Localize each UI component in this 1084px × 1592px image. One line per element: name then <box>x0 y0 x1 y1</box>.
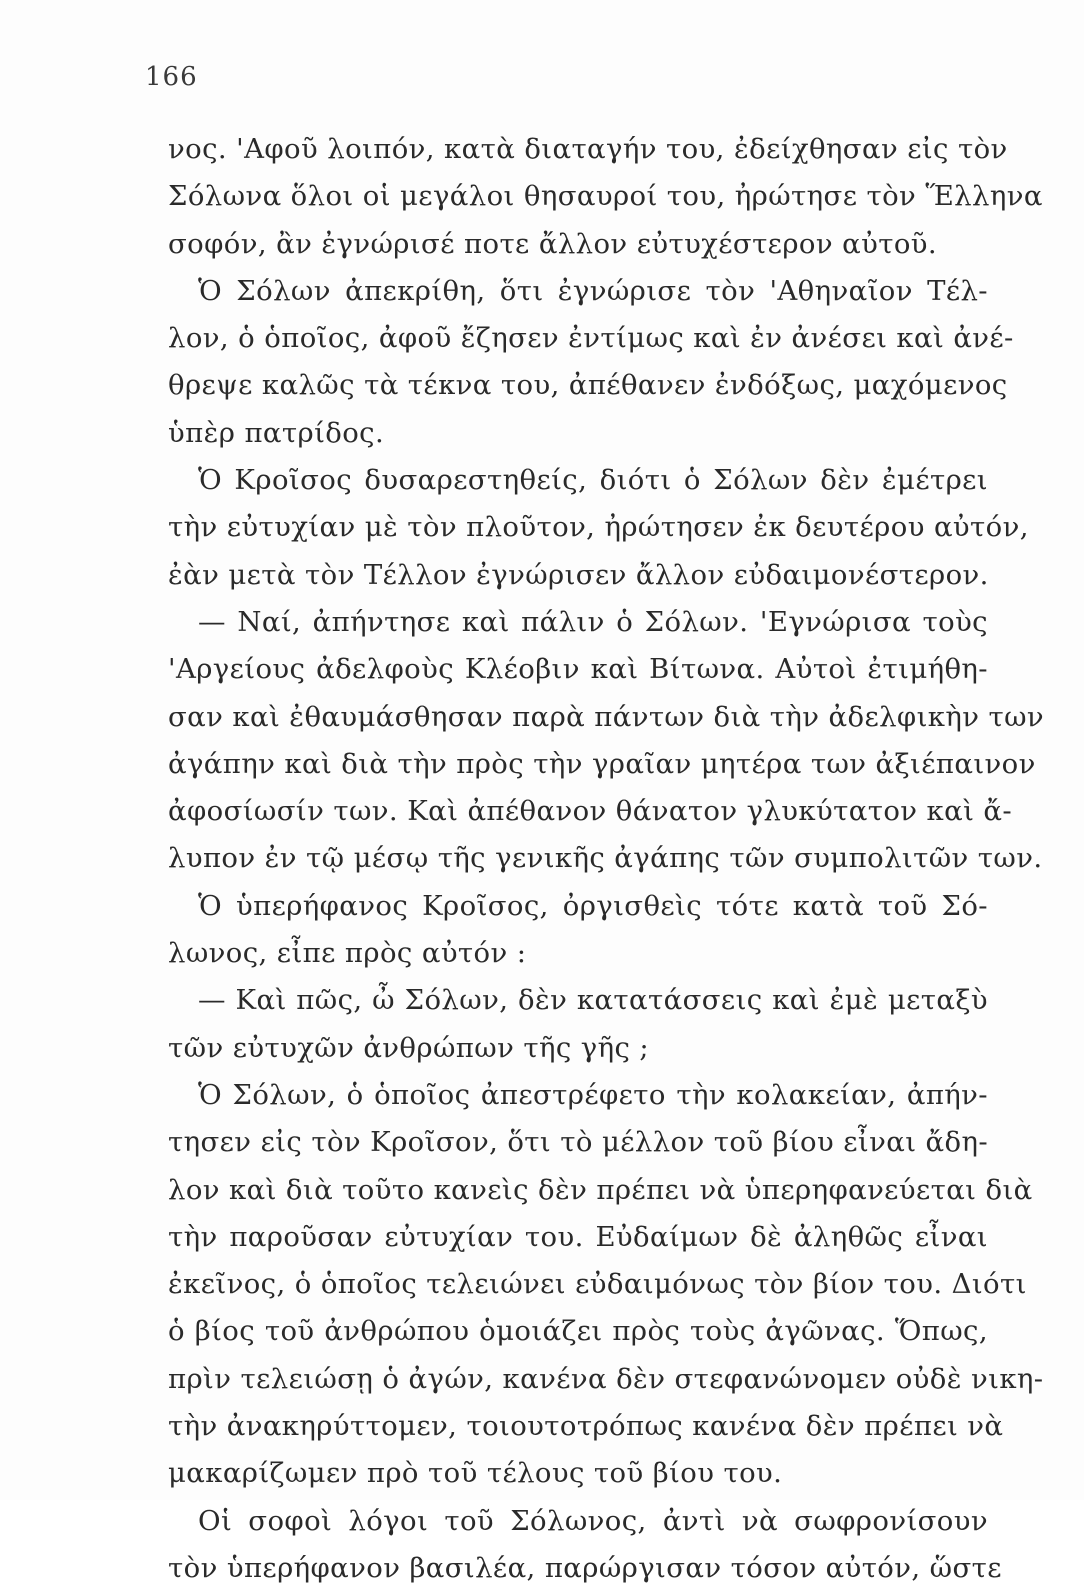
text-line: Ὁ Σόλων ἀπεκρίθη, ὅτι ἐγνώρισε τὸν 'Αθηναῖον Τέλ- <box>198 274 988 307</box>
text-line: — Καὶ πῶς, ὦ Σόλων, δὲν κατατάσσεις καὶ ἐμὲ μεταξὺ <box>198 984 988 1017</box>
text-line: πρὶν τελειώσῃ ὁ ἀγών, κανένα δὲν στεφανώνομεν οὐδὲ νικη- <box>168 1362 1044 1395</box>
text-line: ὁ βίος τοῦ ἀνθρώπου ὁμοιάζει πρὸς τοὺς ἀγῶνας. Ὅπως, <box>168 1315 988 1348</box>
page-number: 166 <box>145 62 198 92</box>
text-line: τὸν ὑπερήφανον βασιλέα, παρώργισαν τόσον αὐτόν, ὥστε <box>168 1551 1002 1584</box>
text-line: — Ναί, ἀπήντησε καὶ πάλιν ὁ Σόλων. 'Εγνώρισα τοὺς <box>198 605 988 638</box>
text-line: τὴν εὐτυχίαν μὲ τὸν πλοῦτον, ἠρώτησεν ἐκ δευτέρου αὐτόν, <box>168 511 1029 544</box>
text-line: λωνος, εἶπε πρὸς αὐτόν : <box>168 937 527 970</box>
text-line: τῶν εὐτυχῶν ἀνθρώπων τῆς γῆς ; <box>168 1031 650 1064</box>
text-line: ἐκεῖνος, ὁ ὁποῖος τελειώνει εὐδαιμόνως τὸν βίον του. Διότι <box>168 1268 1027 1301</box>
text-line: μακαρίζωμεν πρὸ τοῦ τέλους τοῦ βίου του. <box>168 1457 783 1490</box>
page-text <box>168 126 1045 1592</box>
text-line: Οἱ σοφοὶ λόγοι τοῦ Σόλωνος, ἀντὶ νὰ σωφρονίσουν <box>198 1504 988 1537</box>
text-line: νος. 'Αφοῦ λοιπόν, κατὰ διαταγήν του, ἐδείχθησαν εἰς τὸν <box>168 133 1008 165</box>
text-line: Ὁ Σόλων, ὁ ὁποῖος ἀπεστρέφετο τὴν κολακείαν, ἀπήν- <box>198 1078 988 1111</box>
text-line: τὴν ἀνακηρύττομεν, τοιουτοτρόπως κανένα δὲν πρέπει νὰ <box>168 1410 1004 1443</box>
text-line: Σόλωνα ὅλοι οἱ μεγάλοι θησαυροί του, ἠρώτησε τὸν Ἕλληνα <box>168 180 1043 213</box>
text-line: τησεν εἰς τὸν Κροῖσον, ὅτι τὸ μέλλον τοῦ βίου εἶναι ἄδη- <box>168 1126 989 1159</box>
text-line: ἐὰν μετὰ τὸν Τέλλον ἐγνώρισεν ἄλλον εὐδαιμονέστερον. <box>168 558 989 591</box>
text-line: λον καὶ διὰ τοῦτο κανεὶς δὲν πρέπει νὰ ὑπερηφανεύεται διὰ <box>168 1173 1033 1206</box>
text-line: ἀφοσίωσίν των. Καὶ ἀπέθανον θάνατον γλυκύτατον καὶ ἄ- <box>168 795 1013 828</box>
text-line: λον, ὁ ὁποῖος, ἀφοῦ ἔζησεν ἐντίμως καὶ ἐν ἀνέσει καὶ ἀνέ- <box>168 322 1014 355</box>
text-line: Ὁ ὑπερήφανος Κροῖσος, ὀργισθεὶς τότε κατὰ τοῦ Σό- <box>198 889 988 922</box>
text-line: ἀγάπην καὶ διὰ τὴν πρὸς τὴν γραῖαν μητέρα των ἀξιέπαινον <box>168 747 1036 780</box>
text-line: 'Αργείους ἀδελφοὺς Κλέοβιν καὶ Βίτωνα. Αὐτοὶ ἐτιμήθη- <box>168 653 988 686</box>
text-line: ὑπὲρ πατρίδος. <box>168 416 385 449</box>
text-line: θρεψε καλῶς τὰ τέκνα του, ἀπέθανεν ἐνδόξως, μαχόμενος <box>168 369 1008 402</box>
text-line: σαν καὶ ἐθαυμάσθησαν παρὰ πάντων διὰ τὴν ἀδελφικὴν των <box>168 700 1045 733</box>
text-line: σοφόν, ἂν ἐγνώρισέ ποτε ἄλλον εὐτυχέστερον αὐτοῦ. <box>168 227 938 260</box>
text-line: τὴν παροῦσαν εὐτυχίαν του. Εὐδαίμων δὲ ἀληθῶς εἶναι <box>168 1220 988 1253</box>
text-line: λυπον ἐν τῷ μέσῳ τῆς γενικῆς ἀγάπης τῶν συμπολιτῶν των. <box>168 842 1043 875</box>
text-line: Ὁ Κροῖσος δυσαρεστηθείς, διότι ὁ Σόλων δὲν ἐμέτρει <box>198 464 988 497</box>
